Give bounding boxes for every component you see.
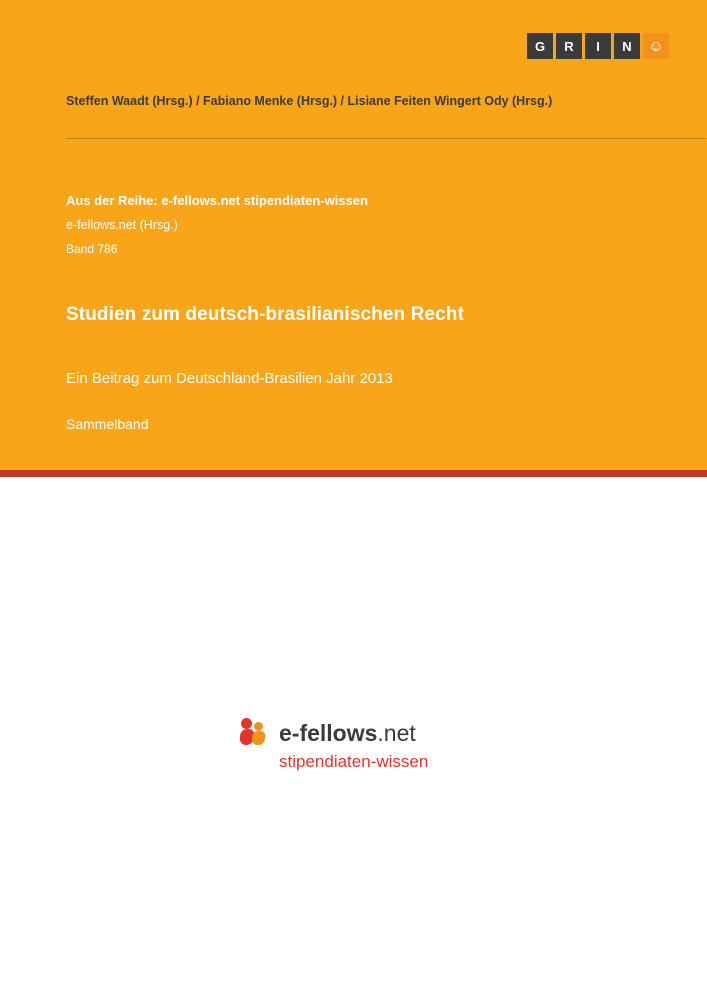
page-title: Studien zum deutsch-brasilianischen Recht	[66, 304, 464, 325]
efellows-tld: .net	[377, 719, 416, 746]
orange-header-band	[0, 0, 707, 470]
smiley-icon: ☺	[643, 33, 669, 59]
efellows-logo-row	[240, 718, 470, 748]
grin-letter-i: I	[585, 33, 611, 59]
efellows-name: e-fellows	[279, 719, 378, 746]
red-divider-rule	[0, 470, 707, 477]
publisher-line: e-fellows.net (Hrsg.)	[66, 218, 178, 232]
page-subtitle: Ein Beitrag zum Deutschland-Brasilien Jahr 2013	[66, 370, 393, 387]
volume-number: Band 786	[66, 242, 118, 256]
grin-logo	[527, 33, 669, 59]
efellows-mark-icon	[240, 718, 270, 748]
authors-line: Steffen Waadt (Hrsg.) / Fabiano Menke (Hrsg.) / Lisiane Feiten Wingert Ody (Hrsg.)	[66, 94, 553, 108]
efellows-tagline: stipendiaten-wissen	[279, 752, 429, 771]
grin-letter-r: R	[556, 33, 582, 59]
header-divider	[66, 138, 706, 139]
grin-letter-n: N	[614, 33, 640, 59]
grin-letter-g: G	[527, 33, 553, 59]
document-type: Sammelband	[66, 416, 149, 432]
efellows-logo	[240, 718, 470, 772]
series-line: Aus der Reihe: e-fellows.net stipendiaten-wissen	[66, 193, 368, 208]
efellows-wordmark	[279, 720, 416, 747]
